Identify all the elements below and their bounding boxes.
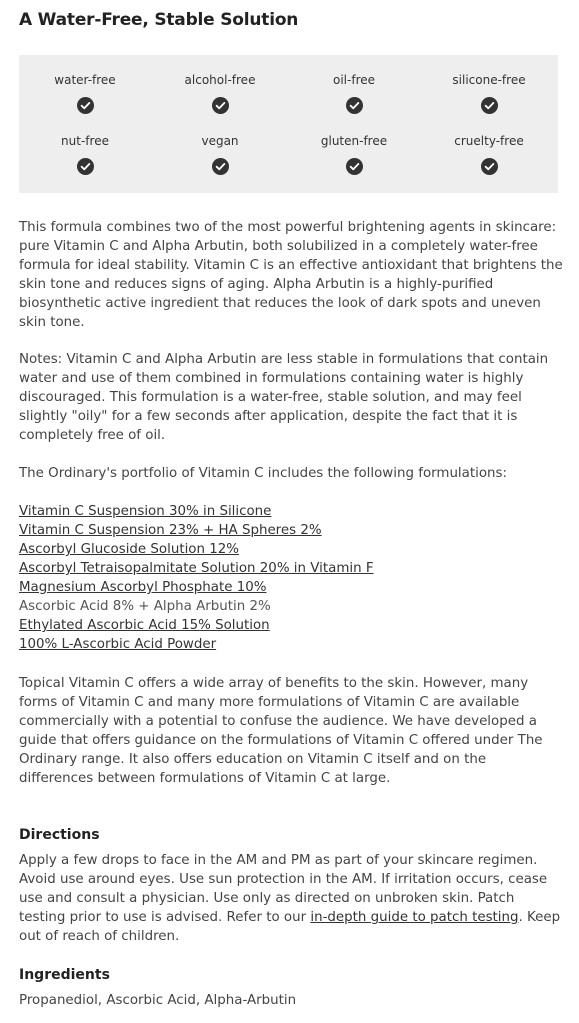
formulation-current: Ascorbic Acid 8% + Alpha Arbutin 2% [19, 599, 271, 614]
feature-label: alcohol-free [184, 73, 256, 87]
check-circle-icon [77, 158, 94, 175]
formulation-link[interactable]: Vitamin C Suspension 30% in Silicone [19, 504, 272, 519]
feature-label: silicone-free [452, 73, 526, 87]
formulation-link[interactable]: Ascorbyl Tetraisopalmitate Solution 20% in Vitamin F [19, 561, 374, 576]
directions-text-part: Apply a few drops to face in the AM and PM as part of your skincare regimen. Avoid use around eyes. Use sun protection in the AM. If irritation occurs, cease use and consult a physician. Use only as directed on unbroken skin. Patch testing prior to use is advised. Refer to our [19, 853, 548, 925]
feature-nut-free [25, 133, 145, 175]
ingredients-heading: Ingredients [19, 967, 110, 983]
feature-label: vegan [201, 134, 239, 148]
patch-testing-guide-link[interactable]: in-depth guide to patch testing [310, 910, 519, 925]
features-panel [19, 55, 558, 193]
formulation-link[interactable]: Ethylated Ascorbic Acid 15% Solution [19, 618, 270, 633]
feature-water-free [25, 72, 145, 114]
notes-paragraph: Notes: Vitamin C and Alpha Arbutin are less stable in formulations that contain water and use of them combined in formulations containing water is highly discouraged. This formulation is a water-free, stable solution, and may feel slightly "oily" for a few seconds after application, despite the fact that it is completely free of oil. [19, 352, 549, 443]
check-circle-icon [77, 97, 94, 114]
check-circle-icon [212, 158, 229, 175]
feature-oil-free [294, 72, 414, 114]
description-paragraph: This formula combines two of the most powerful brightening agents in skincare: pure Vitamin C and Alpha Arbutin, both solubilized in a completely water-free formula for ideal stability. Vitamin C is an effective antioxidant that brightens the skin tone and reduces signs of aging. Alpha Arbutin is a highly-purified biosynthetic active ingredient that reduces the look of dark spots and uneven skin tone. [19, 220, 563, 330]
feature-vegan [160, 133, 280, 175]
feature-label: nut-free [61, 134, 109, 148]
section-title: A Water-Free, Stable Solution [19, 10, 299, 30]
feature-label: water-free [54, 73, 116, 87]
ingredients-text: Propanediol, Ascorbic Acid, Alpha-Arbutin [19, 993, 297, 1008]
formulation-link[interactable]: Vitamin C Suspension 23% + HA Spheres 2% [19, 523, 322, 538]
formulation-link[interactable]: Ascorbyl Glucoside Solution 12% [19, 542, 239, 557]
check-circle-icon [481, 97, 498, 114]
formulation-link[interactable]: Magnesium Ascorbyl Phosphate 10% [19, 580, 267, 595]
feature-silicone-free [429, 72, 549, 114]
vitamin-c-guide-paragraph: Topical Vitamin C offers a wide array of benefits to the skin. However, many forms of Vitamin C and many more formulations of Vitamin C are available commercially with a potential to confuse the audience. We have developed a guide that offers guidance on the formulations of Vitamin C offered under The Ordinary range. It also offers education on Vitamin C itself and on the differences between formulations of Vitamin C at large. [19, 676, 543, 786]
formulations-list [19, 502, 374, 654]
portfolio-intro: The Ordinary's portfolio of Vitamin C includes the following formulations: [19, 466, 507, 481]
directions-text-part: . Keep out of reach of children. [19, 910, 561, 944]
feature-label: cruelty-free [454, 134, 524, 148]
formulation-link[interactable]: 100% L-Ascorbic Acid Powder [19, 637, 217, 652]
check-circle-icon [481, 158, 498, 175]
directions-text [19, 851, 564, 946]
feature-cruelty-free [429, 133, 549, 175]
check-circle-icon [212, 97, 229, 114]
check-circle-icon [346, 158, 363, 175]
feature-label: gluten-free [320, 134, 388, 148]
feature-alcohol-free [160, 72, 280, 114]
feature-label: oil-free [333, 73, 375, 87]
directions-heading: Directions [19, 827, 100, 843]
check-circle-icon [346, 97, 363, 114]
feature-gluten-free [294, 133, 414, 175]
